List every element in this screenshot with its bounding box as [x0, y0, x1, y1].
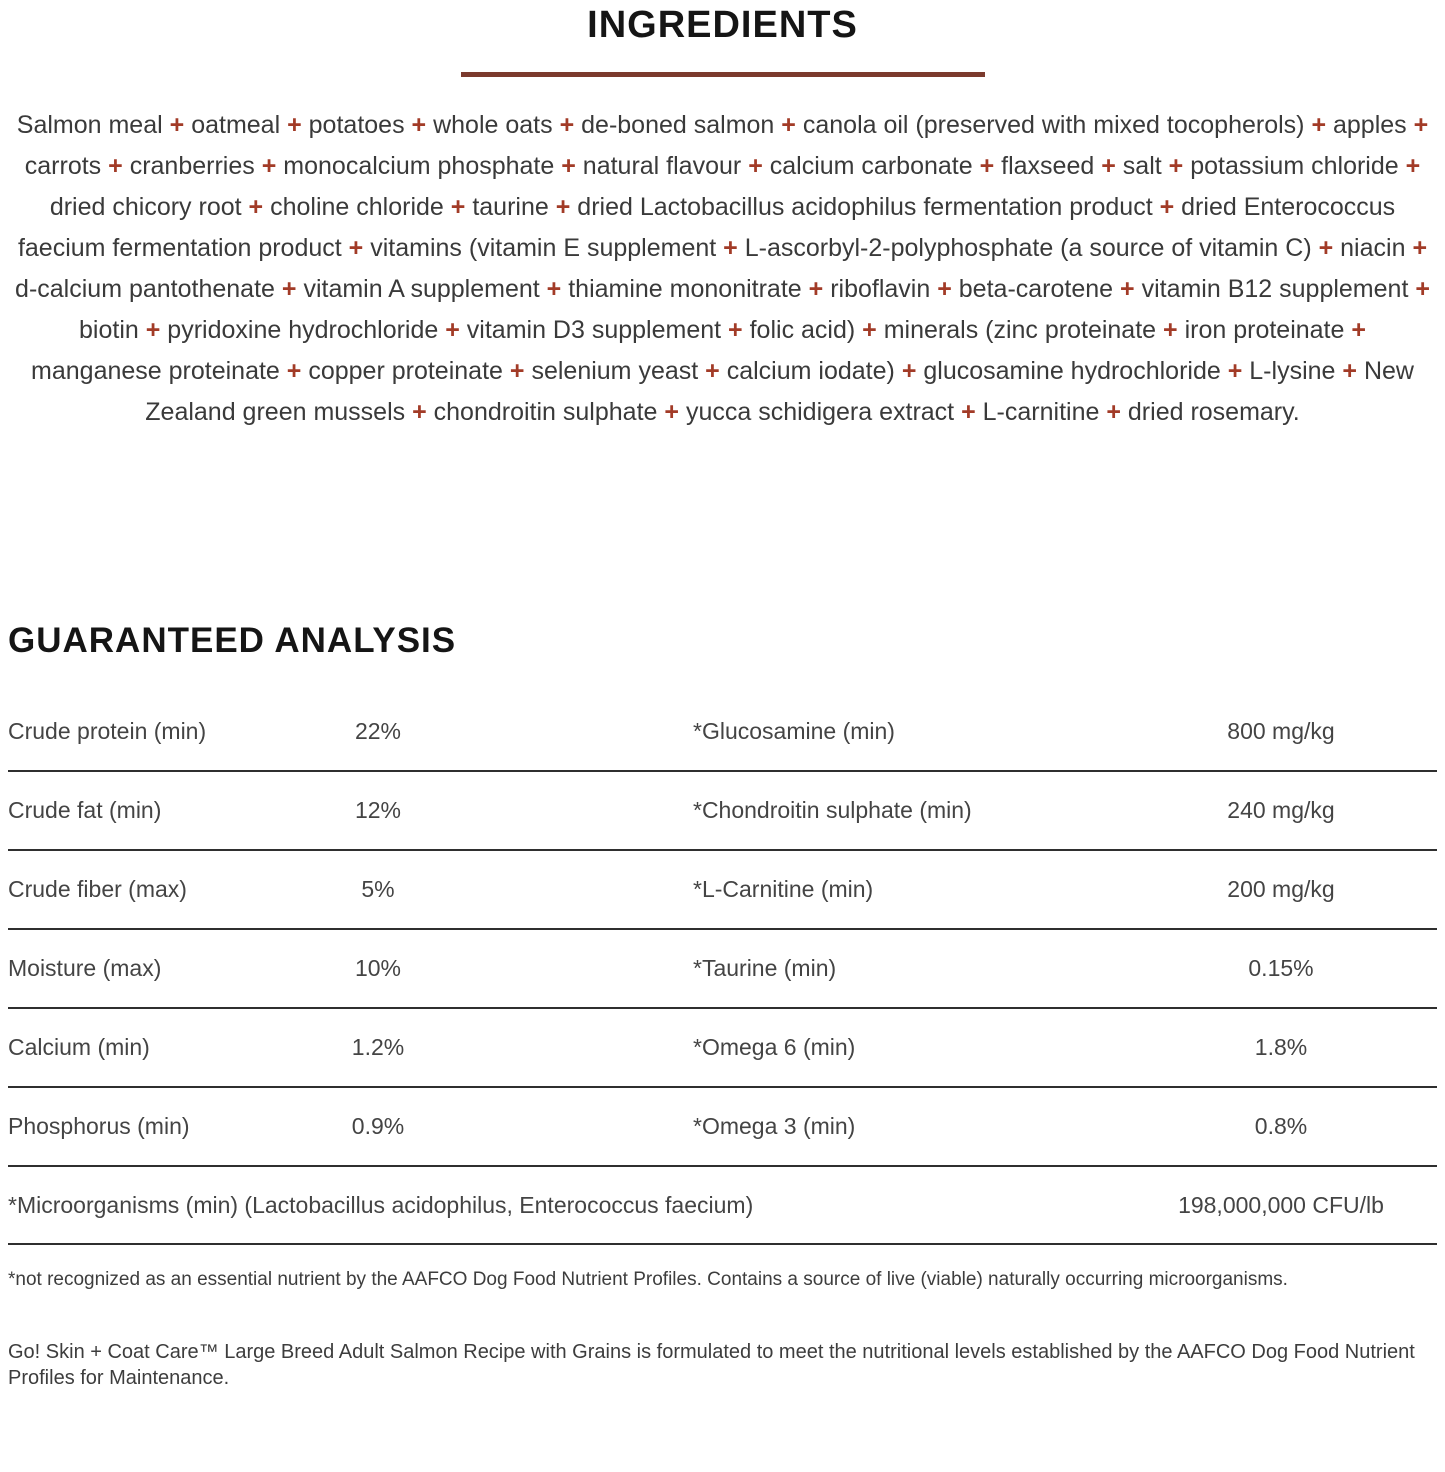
- nutrient-value: 1.8%: [1254, 1034, 1308, 1060]
- plus-separator: +: [411, 111, 427, 139]
- plus-separator: +: [286, 357, 302, 385]
- nutrient-label: Crude fat (min): [8, 797, 162, 823]
- analysis-row: [8, 1009, 1437, 1088]
- nutrient-value: 12%: [354, 797, 402, 823]
- plus-separator: +: [559, 111, 575, 139]
- nutrient-value: 800 mg/kg: [1227, 718, 1335, 744]
- plus-separator: +: [281, 275, 297, 303]
- nutrient-value: 5%: [361, 876, 395, 902]
- formulation-statement: Go! Skin + Coat Care™ Large Breed Adult Salmon Recipe with Grains is formulated to meet the nutritional levels established by the AAFCO Dog Food Nutrient Profiles for Maintenance.: [8, 1341, 1415, 1389]
- plus-separator: +: [1120, 275, 1135, 303]
- nutrition-label-page: [0, 4, 1445, 1472]
- microorganisms-label: *Microorganisms (min) (Lactobacillus acidophilus, Enterococcus faecium): [8, 1191, 754, 1218]
- guaranteed-analysis-table: [8, 693, 1437, 1167]
- plus-separator: +: [261, 152, 277, 180]
- plus-separator: +: [728, 316, 743, 344]
- nutrient-label: Crude protein (min): [8, 718, 207, 744]
- plus-separator: +: [1412, 234, 1428, 262]
- nutrient-value: 240 mg/kg: [1227, 797, 1335, 823]
- nutrient-value: 200 mg/kg: [1227, 876, 1335, 902]
- plus-separator: +: [108, 152, 123, 180]
- analysis-row: [8, 930, 1437, 1009]
- plus-separator: +: [412, 398, 427, 426]
- nutrient-label: *Omega 3 (min): [693, 1113, 856, 1139]
- analysis-row: [8, 693, 1437, 772]
- plus-separator: +: [1163, 316, 1178, 344]
- plus-separator: +: [1405, 152, 1421, 180]
- analysis-row: [8, 772, 1437, 851]
- analysis-row: [8, 1088, 1437, 1167]
- plus-separator: +: [555, 193, 571, 221]
- nutrient-label: *L-Carnitine (min): [693, 876, 874, 902]
- plus-separator: +: [1342, 357, 1357, 385]
- nutrient-value: 0.15%: [1248, 955, 1314, 981]
- plus-separator: +: [348, 234, 364, 262]
- plus-separator: +: [561, 152, 576, 180]
- plus-separator: +: [1227, 357, 1243, 385]
- plus-separator: +: [664, 398, 679, 426]
- plus-separator: +: [723, 234, 738, 262]
- nutrient-label: Phosphorus (min): [8, 1113, 190, 1139]
- nutrient-value: 22%: [354, 718, 402, 744]
- microorganisms-row: [8, 1167, 1437, 1245]
- plus-separator: +: [901, 357, 917, 385]
- plus-separator: +: [961, 398, 976, 426]
- plus-separator: +: [287, 111, 302, 139]
- nutrient-value: 10%: [354, 955, 402, 981]
- plus-separator: +: [445, 316, 460, 344]
- ingredients-title: INGREDIENTS: [587, 4, 858, 46]
- plus-separator: +: [1415, 275, 1430, 303]
- plus-separator: +: [808, 275, 824, 303]
- nutrient-label: Calcium (min): [8, 1034, 150, 1060]
- plus-separator: +: [748, 152, 763, 180]
- guaranteed-analysis-title: GUARANTEED ANALYSIS: [8, 621, 457, 660]
- plus-separator: +: [862, 316, 877, 344]
- aafco-footnote: *not recognized as an essential nutrient by the AAFCO Dog Food Nutrient Profiles. Contains a source of live (viable) naturally occurring microorganisms.: [8, 1269, 1288, 1290]
- nutrient-label: *Taurine (min): [693, 955, 837, 981]
- plus-separator: +: [705, 357, 720, 385]
- plus-separator: +: [1168, 152, 1184, 180]
- nutrient-label: Crude fiber (max): [8, 876, 187, 902]
- plus-separator: +: [781, 111, 796, 139]
- nutrient-label: Moisture (max): [8, 955, 162, 981]
- plus-separator: +: [979, 152, 995, 180]
- nutrient-value: 0.9%: [351, 1113, 405, 1139]
- microorganisms-value: 198,000,000 CFU/lb: [1178, 1191, 1384, 1218]
- title-underline-rule: [461, 72, 985, 77]
- plus-separator: +: [546, 275, 562, 303]
- nutrient-value: 0.8%: [1254, 1113, 1308, 1139]
- ingredients-list: Salmon meal + oatmeal + potatoes + whole oats + de-boned salmon + canola oil (preserved with mixed tocopherols) + apples + carrots + cranberries + monocalcium phosphate + natural flavour + calcium carbonate + flaxseed + salt + potassium chloride + dried chicory root + choline chloride + taurine + dried Lactobacillus acidophilus fermentation product + dried Enterococcus faecium fermentation product + vitamins (vitamin E supplement + L-ascorbyl-2-polyphosphate (a source of vitamin C) + niacin + d-calcium pantothenate + vitamin A supplement + thiamine mononitrate + riboflavin + beta-carotene + vitamin B12 supplement + biotin + pyridoxine hydrochloride + vitamin D3 supplement + folic acid) + minerals (zinc proteinate + iron proteinate + manganese proteinate + copper proteinate + selenium yeast + calcium iodate) + glucosamine hydrochloride + L-lysine + New Zealand green mussels + chondroitin sulphate + yucca schidigera extract + L-carnitine + dried rosemary.: [15, 111, 1430, 426]
- nutrient-label: *Glucosamine (min): [693, 718, 895, 744]
- plus-separator: +: [145, 316, 161, 344]
- plus-separator: +: [1101, 152, 1116, 180]
- plus-separator: +: [248, 193, 264, 221]
- plus-separator: +: [1311, 111, 1327, 139]
- nutrient-label: *Chondroitin sulphate (min): [693, 797, 972, 823]
- plus-separator: +: [1159, 193, 1175, 221]
- plus-separator: +: [937, 275, 952, 303]
- nutrient-label: *Omega 6 (min): [693, 1034, 856, 1060]
- plus-separator: +: [1413, 111, 1429, 139]
- analysis-row: [8, 851, 1437, 930]
- plus-separator: +: [1106, 398, 1121, 426]
- plus-separator: +: [1318, 234, 1334, 262]
- plus-separator: +: [450, 193, 466, 221]
- plus-separator: +: [169, 111, 185, 139]
- plus-separator: +: [509, 357, 525, 385]
- nutrient-value: 1.2%: [351, 1034, 405, 1060]
- plus-separator: +: [1351, 316, 1366, 344]
